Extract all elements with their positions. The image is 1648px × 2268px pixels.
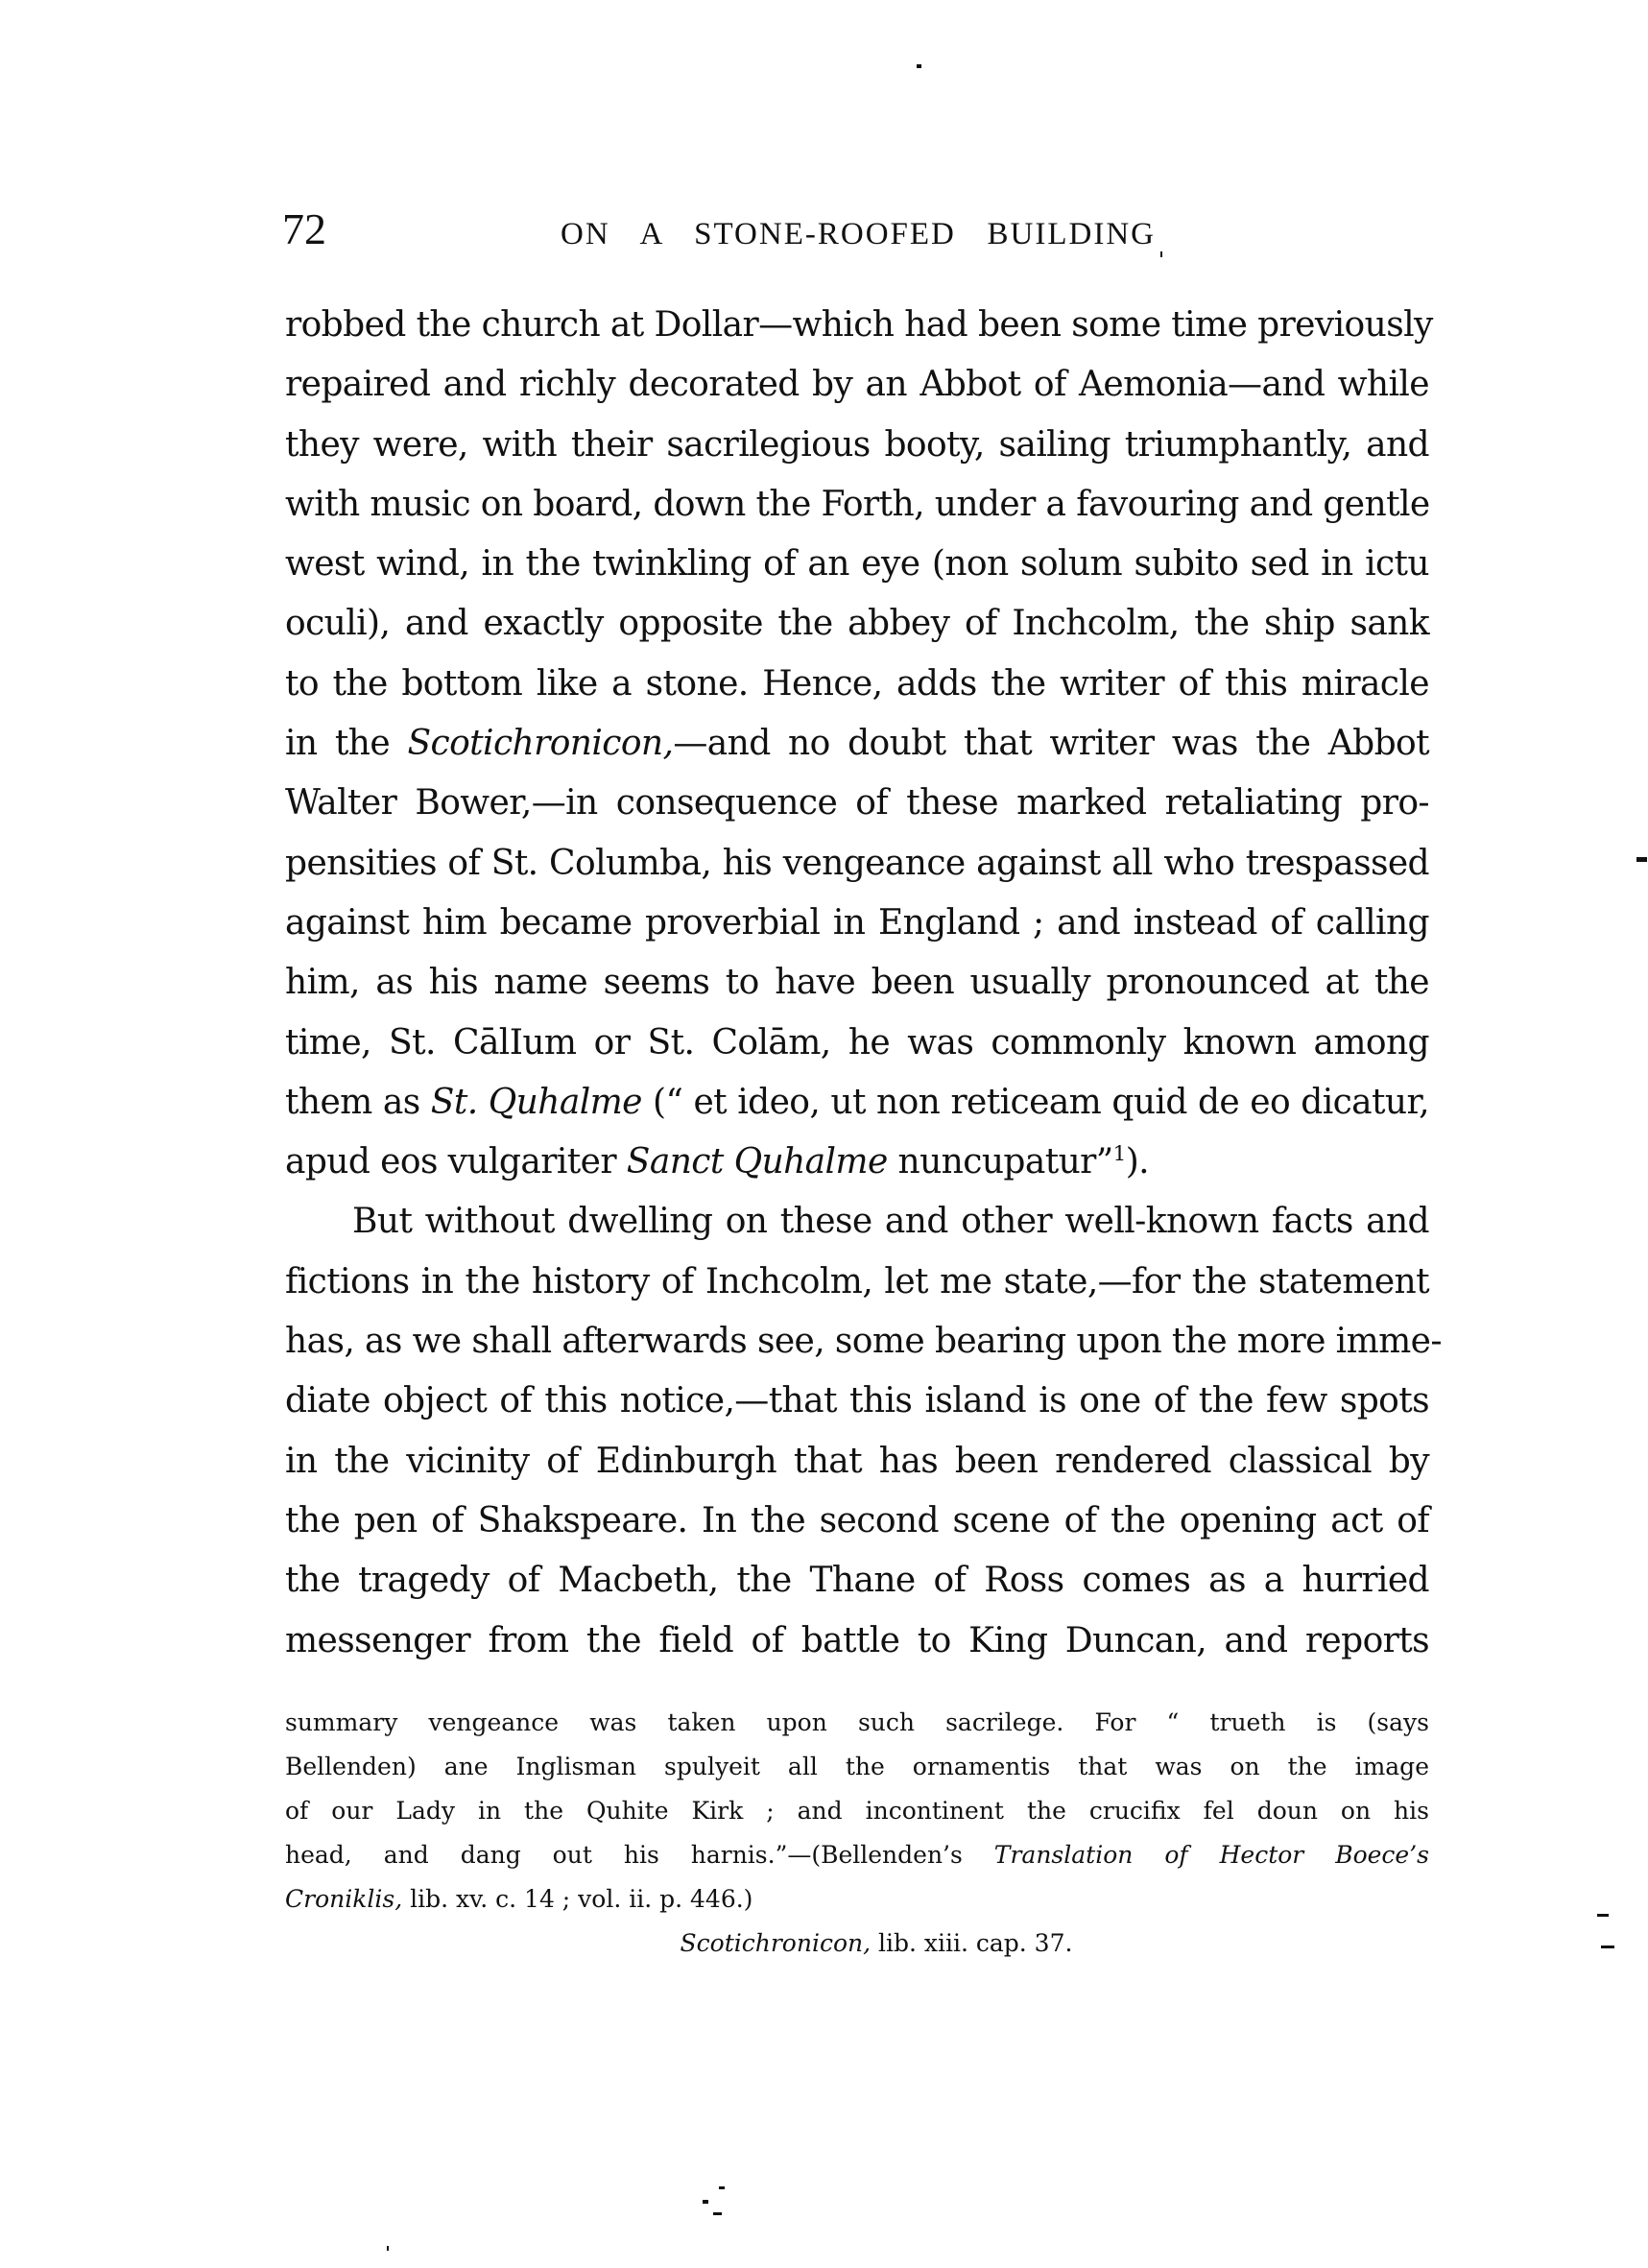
page-number: 72 [282, 204, 326, 253]
text-line: against him became proverbial in England ; and instead of calling [285, 902, 1429, 943]
italic-title: Translation of Hector Boece’s [993, 1841, 1429, 1869]
text-run: lib. xv. c. 14 ; vol. ii. p. 446.) [402, 1885, 753, 1913]
text-line: the pen of Shakspeare. In the second scene of the opening act of [285, 1500, 1429, 1540]
text-line: with music on board, down the Forth, under a favouring and gentle [285, 484, 1430, 524]
text-run: in the [285, 724, 408, 764]
scan-speck [719, 2186, 725, 2189]
text-line: time, St. CālIum or St. Colām, he was commonly known among [285, 1022, 1429, 1062]
text-line [285, 1073, 1429, 1133]
scan-speck [917, 64, 921, 68]
text-line: repaired and richly decorated by an Abbot of Aemonia—and while [285, 365, 1429, 405]
text-line: But without dwelling on these and other well-known facts and [352, 1202, 1429, 1242]
body-text [285, 296, 1442, 1671]
text-run: apud eos vulgariter [285, 1142, 627, 1182]
text-line: the tragedy of Macbeth, the Thane of Ross comes as a hurried [285, 1561, 1429, 1601]
footnote-line: summary vengeance was taken upon such sacrilege. For “ trueth is (says [285, 1708, 1429, 1736]
footnote-line [285, 1833, 1429, 1877]
footnote-1 [285, 1922, 1429, 1966]
text-line: west wind, in the twinkling of an eye (non solum subito sed in ictu [285, 544, 1429, 585]
italic-title: Croniklis, [285, 1885, 403, 1913]
scan-speck [1160, 251, 1162, 257]
text-line: fictions in the history of Inchcolm, let me state,—for the statement [285, 1261, 1429, 1301]
text-run: —and no doubt that writer was the Abbot [673, 724, 1429, 764]
text-line [285, 714, 1429, 774]
footnote-line: of our Lady in the Quhite Kirk ; and incontinent the crucifix fel doun on his [285, 1797, 1429, 1825]
footnotes [285, 1701, 1429, 1966]
text-run: (“ et ideo, ut non reticeam quid de eo dicatur, [641, 1082, 1429, 1122]
scan-speck [703, 2200, 708, 2204]
scan-speck [1601, 1946, 1614, 1948]
text-line: in the vicinity of Edinburgh that has been rendered classical by [285, 1441, 1429, 1481]
text-run: nuncupatur” [887, 1142, 1113, 1182]
text-line: has, as we shall afterwards see, some bearing upon the more imme- [285, 1322, 1442, 1362]
scan-speck [1597, 1914, 1609, 1917]
footnote-line: Bellenden) ane Inglisman spulyeit all the ornamentis that was on the image [285, 1753, 1429, 1780]
text-line: messenger from the field of battle to King Duncan, and reports [285, 1620, 1429, 1660]
italic-name: Sanct Quhalme [626, 1142, 888, 1182]
text-line: Walter Bower,—in consequence of these marked retaliating pro- [285, 783, 1429, 824]
italic-title: Scotichronicon, [680, 1929, 872, 1957]
scan-speck [387, 2246, 389, 2251]
footnote-ref: 1 [1112, 1142, 1126, 1167]
text-line: pensities of St. Columba, his vengeance against all who trespassed [285, 843, 1429, 883]
text-line: diate object of this notice,—that this island is one of the few spots [285, 1381, 1429, 1421]
scan-speck [1636, 857, 1647, 862]
text-line: oculi), and exactly opposite the abbey of Inchcolm, the ship sank [285, 604, 1429, 644]
scan-speck [713, 2212, 722, 2215]
running-title: ON A STONE-ROOFED BUILDING [561, 217, 1156, 251]
footnote-line [285, 1877, 1429, 1922]
text-run: head, and dang out his harnis.”—(Bellenden’s [285, 1841, 994, 1869]
text-line: to the bottom like a stone. Hence, adds the writer of this miracle [285, 663, 1429, 704]
text-line: him, as his name seems to have been usually pronounced at the [285, 963, 1429, 1003]
text-line [285, 1133, 1429, 1192]
italic-title: Scotichronicon, [407, 724, 674, 764]
text-run: them as [285, 1082, 431, 1122]
text-line: they were, with their sacrilegious booty, sailing triumphantly, and [285, 424, 1429, 465]
text-run: ). [1125, 1142, 1150, 1182]
text-run: lib. xiii. cap. 37. [871, 1929, 1073, 1957]
text-line: robbed the church at Dollar—which had been some time previously [285, 305, 1433, 345]
italic-name: St. Quhalme [430, 1082, 642, 1122]
